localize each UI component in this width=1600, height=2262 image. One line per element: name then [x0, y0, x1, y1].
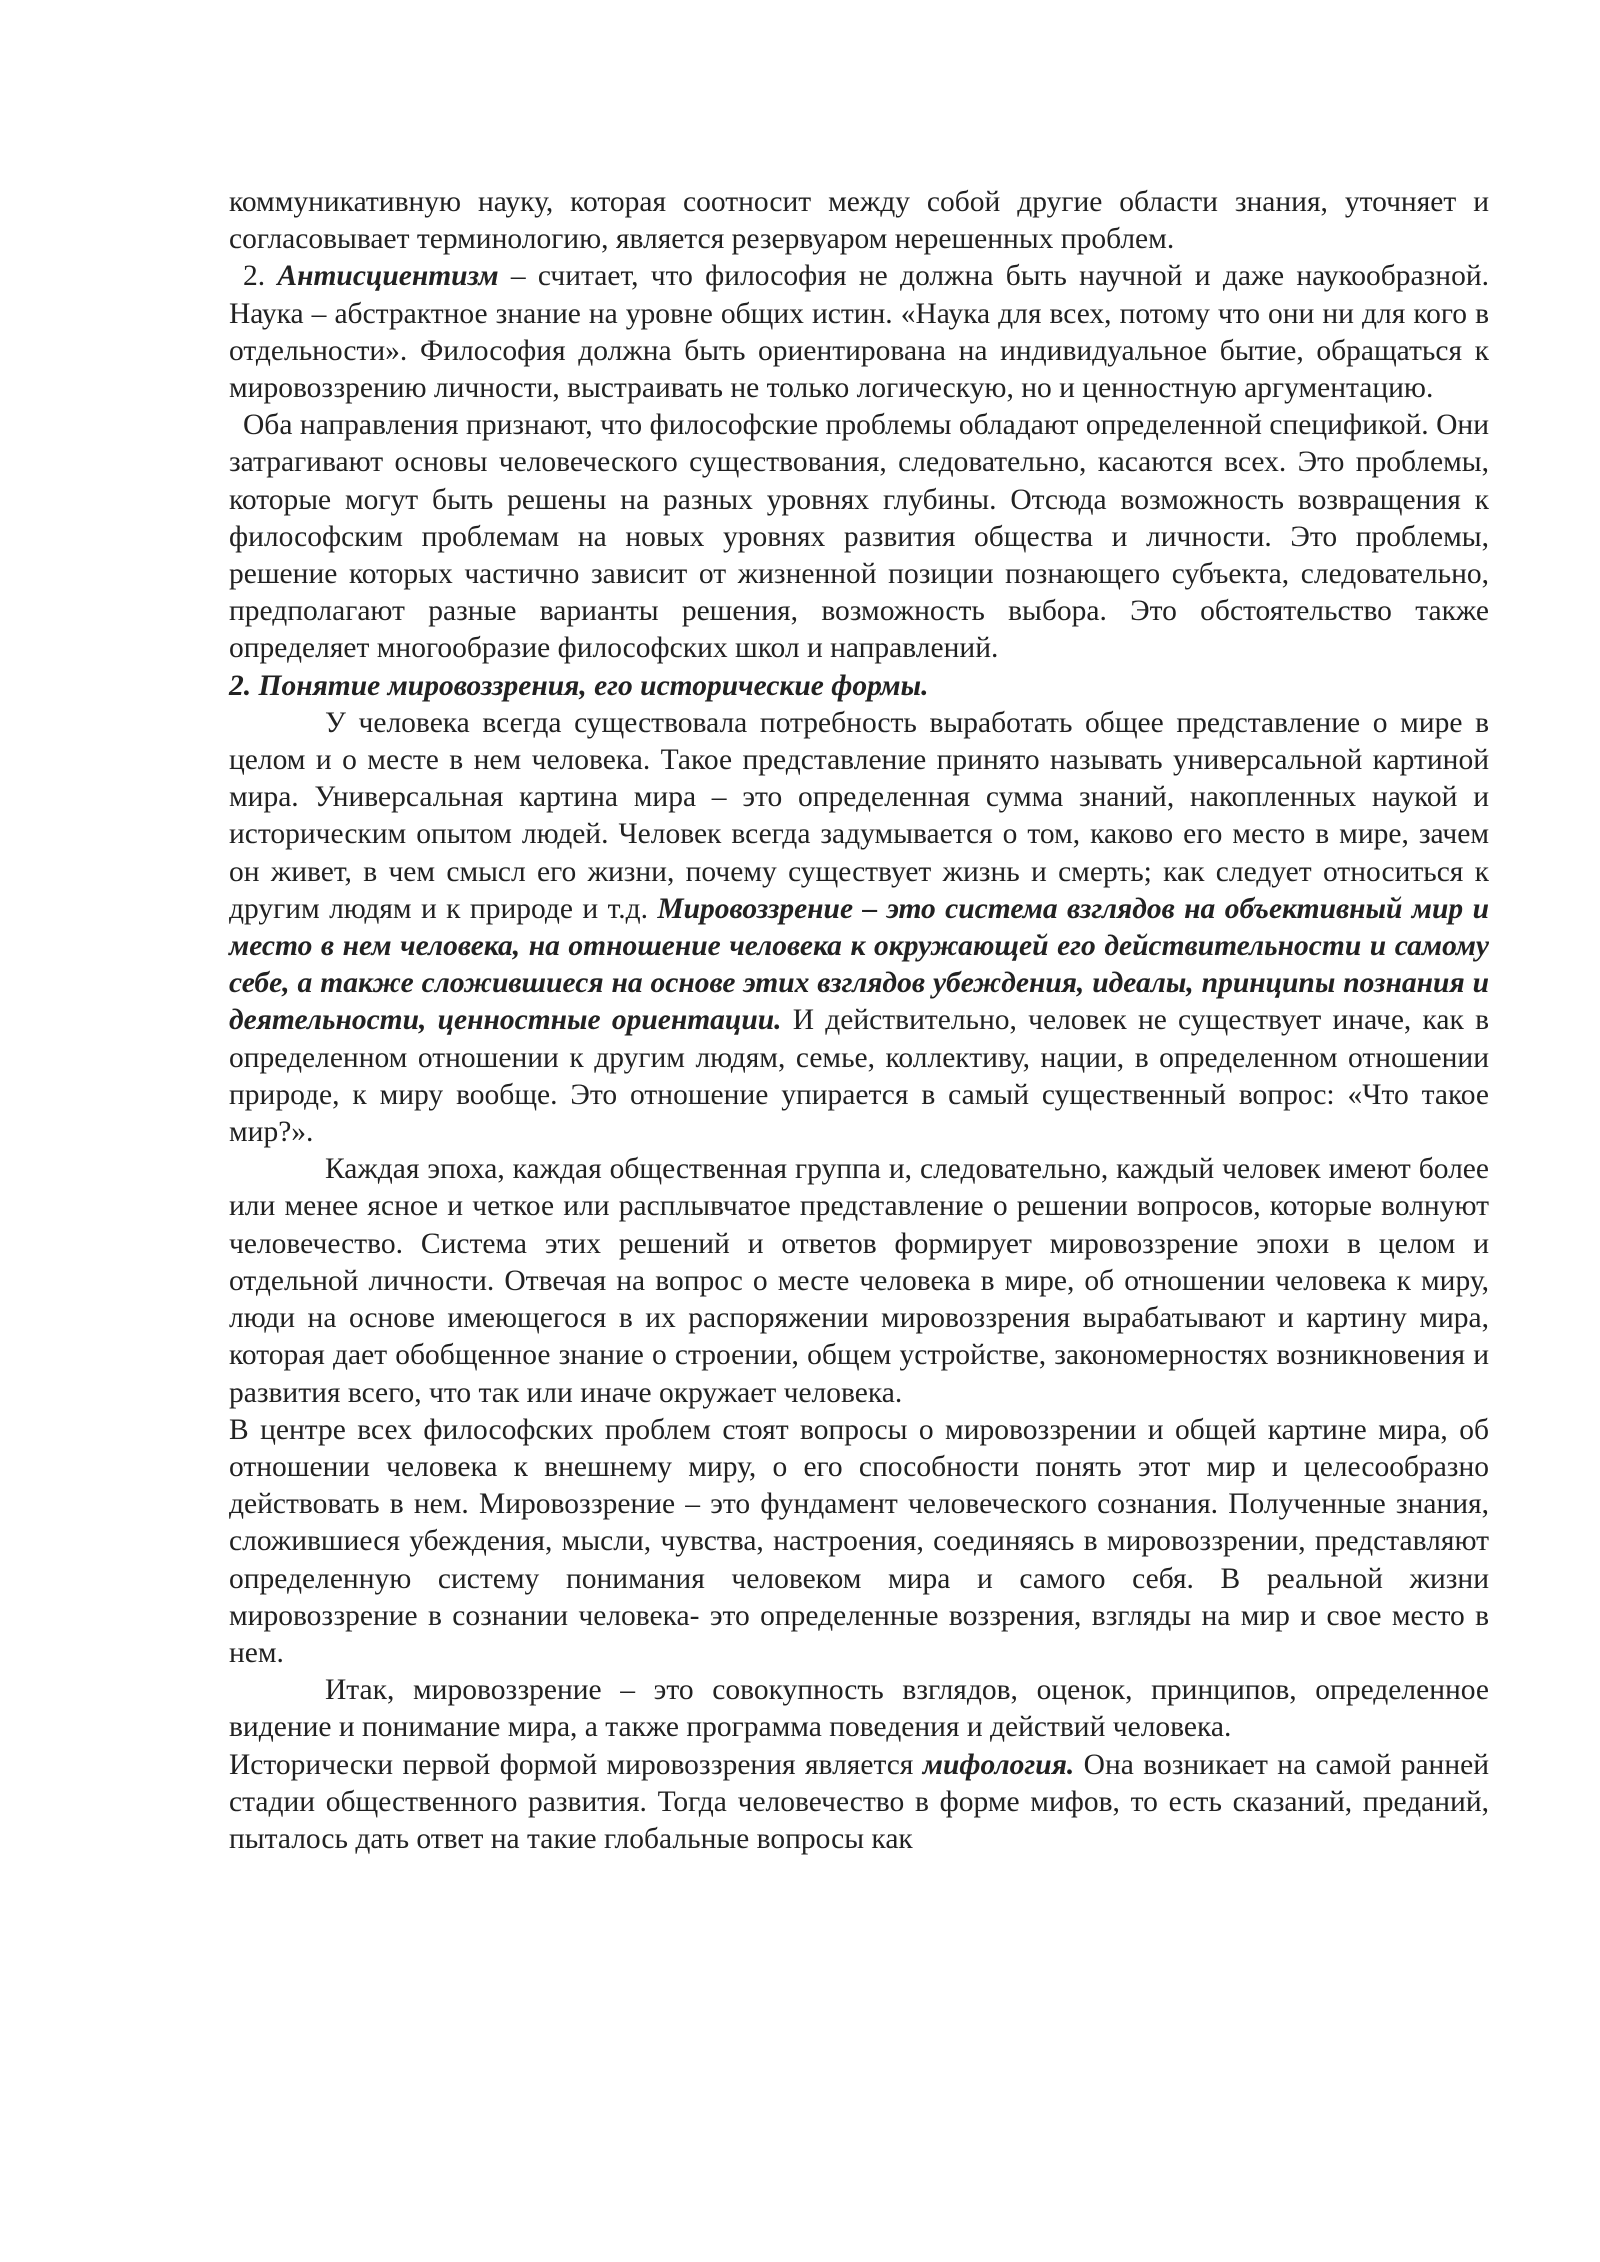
- section-heading: 2. Понятие мировоззрения, его исторические формы.: [229, 669, 929, 702]
- paragraph-mythology: [229, 1747, 1489, 1859]
- paragraph-summary: Итак, мировоззрение – это совокупность взглядов, оценок, принципов, определенное видение и понимание мира, а также программа поведения и действий человека.: [229, 1674, 1489, 1744]
- paragraph-each-epoch: Каждая эпоха, каждая общественная группа и, следовательно, каждый человек имеют более или менее ясное и четкое или расплывчатое представление о решении вопросов, которые волнуют человечество. Система этих решений и ответов формирует мировоззрение эпохи в целом и отдельной личности. Отвечая на вопрос о месте человека в мире, об отношении человека к миру, люди на основе имеющегося в их распоряжении мировоззрения вырабатывают и картину мира, которая дает обобщенное знание о строении, общем устройстве, закономерностях возникновения и развития всего, что так или иначе окружает человека.: [229, 1153, 1489, 1409]
- worldview-definition: Мировоззрение – это система взглядов на объективный мир и место в нем человека, на отношение человека к окружающей его действительности и самому себе, а также сложившиеся на основе этих взглядов убеждения, идеалы, принципы познания и деятельности, ценностные ориентации.: [229, 892, 1489, 1037]
- paragraph-worldview-definition: [229, 705, 1489, 1151]
- antiscientism-text: – считает, что философия не должна быть научной и даже наукообразной. Наука – абстрактное знание на уровне общих истин. «Наука для всех, потому что они ни для кого в отдельности». Философия должна быть ориентирована на индивидуальное бытие, обращаться к мировоззрению личности, выстраивать не только логическую, но и ценностную аргументацию.: [229, 260, 1489, 405]
- paragraph-1: коммуникативную науку, которая соотносит между собой другие области знания, уточняет и согласовывает терминологию, является резервуаром нерешенных проблем.: [229, 186, 1489, 256]
- paragraph-antiscientism: [229, 258, 1489, 407]
- mythology-text: Она возникает на самой ранней стадии общественного развития. Тогда человечество в форме мифов, то есть сказаний, преданий, пыталось дать ответ на такие глобальные вопросы как: [229, 1748, 1489, 1855]
- document-page: [229, 184, 1489, 1858]
- paragraph-center-of-problems: В центре всех философских проблем стоят вопросы о мировоззрении и общей картине мира, об отношении человека к внешнему миру, о его способности понять этот мир и целесообразно действовать в нем. Мировоззрение – это фундамент человеческого сознания. Полученные знания, сложившиеся убеждения, мысли, чувства, настроения, соединяясь в мировоззрении, представляют определенную систему понимания человеком мира и самого себя. В реальной жизни мировоззрение в сознании человека- это определенные воззрения, взгляды на мир и свое место в нем.: [229, 1413, 1489, 1669]
- term-mythology: мифология.: [922, 1748, 1075, 1781]
- paragraph-both-directions: Оба направления признают, что философские проблемы обладают определенной спецификой. Они затрагивают основы человеческого существования, следовательно, касаются всех. Это проблемы, которые могут быть решены на разных уровнях глубины. Отсюда возможность возвращения к философским проблемам на новых уровнях развития общества и личности. Это проблемы, решение которых частично зависит от жизненной позиции познающего субъекта, следовательно, предполагают разные варианты решения, возможность выбора. Это обстоятельство также определяет многообразие философских школ и направлений.: [229, 409, 1489, 665]
- mythology-intro-text: Исторически первой формой мировоззрения является: [229, 1748, 923, 1781]
- list-number: 2.: [243, 260, 278, 293]
- worldview-continuation-text: И действительно, человек не существует иначе, как в определенном отношении к другим людям, семье, коллективу, нации, в определенном отношении природе, к миру вообще. Это отношение упирается в самый существенный вопрос: «Что такое мир?».: [229, 1004, 1489, 1149]
- worldview-intro-text: У человека всегда существовала потребность выработать общее представление о мире в целом и о месте в нем человека. Такое представление принято называть универсальной картиной мира. Универсальная картина мира – это определенная сумма знаний, накопленных наукой и историческим опытом людей. Человек всегда задумывается о том, каково его место в мире, зачем он живет, в чем смысл его жизни, почему существует жизнь и смерть; как следует относиться к другим людям и к природе и т.д.: [229, 706, 1489, 925]
- term-antiscientism: Антисциентизм: [277, 260, 499, 293]
